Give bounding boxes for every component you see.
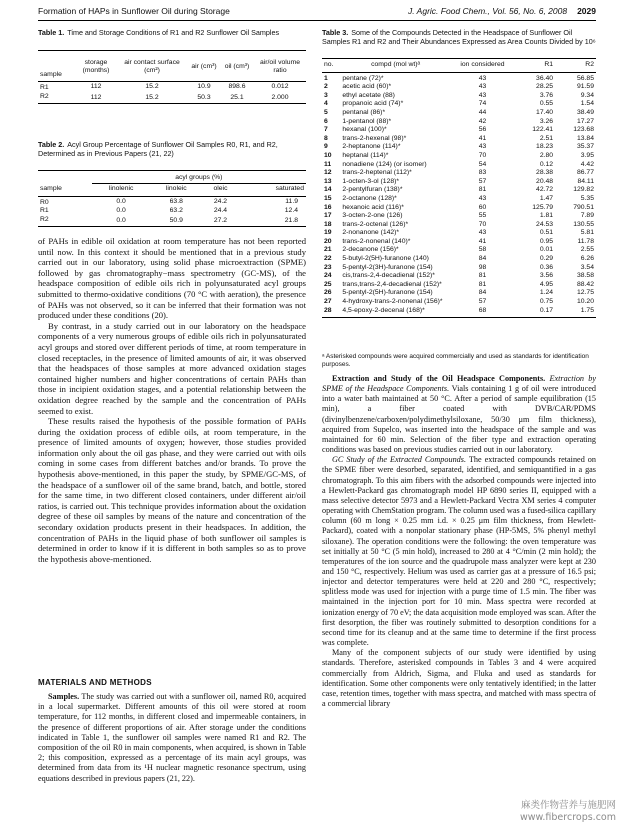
table3-cell: 0.29 <box>539 255 554 263</box>
table3-row <box>322 264 596 273</box>
samples-paragraph <box>38 692 306 784</box>
table3-cell: 41 <box>478 237 487 245</box>
table3-cell: 24 <box>324 272 332 280</box>
table1-cell: 50.3 <box>197 93 211 101</box>
table3-cell: 43 <box>478 143 487 151</box>
table3-cell: hexanoic acid (116)* <box>342 203 404 211</box>
table1-label: Table 1. <box>38 28 65 37</box>
table3-cell: 57 <box>478 298 487 306</box>
table3-row <box>322 204 596 213</box>
table3-cell: 91.59 <box>576 83 594 91</box>
table3-cell: 1.75 <box>580 306 594 314</box>
table3-cell: 43 <box>478 194 487 202</box>
table3-cell: 21 <box>324 246 332 254</box>
table3-cell: 58 <box>478 246 487 254</box>
table3-cell: 70 <box>478 220 487 228</box>
table3-cell: 5-pentyl-2(3H)-furanone (154) <box>342 263 433 271</box>
right-paragraph-2 <box>322 455 596 648</box>
table3-cell: 3.54 <box>580 263 594 271</box>
table3-cell: 12.75 <box>576 289 594 297</box>
table3-cell: 28 <box>324 306 332 314</box>
extraction-subheading: Extraction by SPME of the Headspace Components. <box>322 374 596 394</box>
table3-cell: ethyl acetate (88) <box>342 91 395 99</box>
left-paragraph-1: of PAHs in edible oil oxidation at room temperature has not been reported until now. In this context it should be mentioned that in a previous study carried out in our laboratory, using solid phase microextraction (SPME) followed by gas chromatography−mass spectrometry (GC-MS), of the headspace composition of edible oils rich in polyunsaturated acyl groups submitted to thermo-oxidative conditions (70 °C with aeration), the presence of PAHs was not observed, so it can be inferred that their formation was not produced under these conditions (20). <box>38 236 306 321</box>
table3-cell: 0.01 <box>539 246 554 254</box>
table3-cell: 86.77 <box>576 169 594 177</box>
table3-cell: 54 <box>478 160 487 168</box>
table3-cell: 14 <box>324 186 332 194</box>
table1-cell: 25.1 <box>230 93 244 101</box>
table3-cell: 43 <box>478 91 487 99</box>
table3-cell: 25 <box>324 280 332 288</box>
table3-row <box>322 100 596 109</box>
table3-cell: 4-hydroxy-trans-2-nonenal (156)* <box>342 298 443 306</box>
table3-cell: heptanal (114)* <box>342 151 389 159</box>
table3-cell: 12 <box>324 169 332 177</box>
table3-cell: 83 <box>478 169 487 177</box>
table2-cell: R0 <box>40 198 49 206</box>
table3-row <box>322 152 596 161</box>
table2-cell: 24.4 <box>213 207 228 215</box>
table1-cell: 898.6 <box>228 83 246 91</box>
table3-cell: 10 <box>324 151 332 159</box>
table3-cell: 98 <box>478 263 487 271</box>
table2-row <box>38 196 306 207</box>
table3-cell: trans,trans-2,4-decadienal (152)* <box>342 280 442 288</box>
journal-name: J. Agric. Food Chem., Vol. 56, No. 6, 2008 <box>408 6 568 16</box>
table3-row <box>322 161 596 170</box>
table2-cell: 0.0 <box>116 197 126 205</box>
table3-cell: 55 <box>478 212 487 220</box>
table3-cell: 42 <box>478 117 487 125</box>
table3-row <box>322 238 596 247</box>
table3-cell: 60 <box>478 203 487 211</box>
table3-cell: 3-octen-2-one (126) <box>342 212 403 220</box>
table2-caption <box>38 140 306 158</box>
table3-row <box>322 109 596 118</box>
table3-cell: 1-pentanol (88)* <box>342 117 392 125</box>
table3-row <box>322 298 596 307</box>
table3-cell: 24.53 <box>536 220 554 228</box>
table3-row <box>322 281 596 290</box>
table3-cell: 13 <box>324 177 332 185</box>
table3-cell: 44 <box>478 108 487 116</box>
table3-cell: 1.81 <box>539 212 554 220</box>
table1-cell: R1 <box>40 84 49 92</box>
table1-cell: 2.000 <box>271 93 289 101</box>
page-number: 2029 <box>577 6 596 16</box>
table3-cell: 2.55 <box>580 246 594 254</box>
table3-cell: 4,5-epoxy-2-decenal (168)* <box>342 306 425 314</box>
table3-cell: trans-2-octenal (126)* <box>342 220 409 228</box>
table3-cell: 6.26 <box>580 255 594 263</box>
table3-cell: hexanal (100)* <box>342 126 387 134</box>
table1-cell: R2 <box>40 92 49 100</box>
table3-cell: 0.75 <box>539 298 554 306</box>
table3-cell: 56 <box>478 126 487 134</box>
table2-cell: R2 <box>40 215 49 223</box>
watermark-line-2: www.fibercrops.com <box>519 812 616 823</box>
table3-cell: 38.49 <box>576 108 594 116</box>
table3-cell: 11 <box>324 160 332 168</box>
table3-cell: 16 <box>324 203 332 211</box>
table1-col-ratio: air/oil volume ratio <box>259 58 301 75</box>
table3-cell: 23 <box>324 263 332 271</box>
table3-row <box>322 229 596 238</box>
table3 <box>322 58 596 318</box>
table3-row <box>322 221 596 230</box>
table3-cell: 10.20 <box>576 298 594 306</box>
table3-col-compd: compd (mol wt)ᵃ <box>371 61 421 68</box>
table3-row <box>322 126 596 135</box>
table3-cell: 5 <box>324 108 328 116</box>
table3-row <box>322 118 596 127</box>
table3-col-ion: ion considered <box>460 61 505 68</box>
table3-cell: 0.36 <box>539 263 554 271</box>
table3-cell: 7.89 <box>580 212 594 220</box>
table1-col-sample: sample <box>40 71 62 78</box>
table3-cell: acetic acid (60)* <box>342 83 392 91</box>
table1-row <box>38 82 306 93</box>
table3-cell: 18.23 <box>536 143 554 151</box>
table1-caption-text: Time and Storage Conditions of R1 and R2 Sunflower Oil Samples <box>67 28 280 37</box>
table3-row <box>322 307 596 318</box>
right-paragraph-1 <box>322 374 596 455</box>
table3-cell: 4.95 <box>539 280 554 288</box>
right-body-text <box>322 374 596 709</box>
table3-footnote: ᵃ Asterisked compounds were acquired commercially and used as standards for identification purposes. <box>322 353 589 368</box>
table3-col-r1: R1 <box>544 61 554 68</box>
table3-cell: 68 <box>478 306 487 314</box>
table3-cell: 70 <box>478 151 487 159</box>
table3-cell: 26 <box>324 289 332 297</box>
table3-cell: 1.47 <box>539 194 554 202</box>
table2-cell: 50.9 <box>169 216 183 224</box>
table1-cell: 112 <box>90 93 102 101</box>
table3-cell: 43 <box>478 229 487 237</box>
table3-cell: 84.11 <box>577 177 594 185</box>
table3-cell: 81 <box>478 186 487 194</box>
table3-row <box>322 195 596 204</box>
table3-cell: 2-decanone (156)* <box>342 246 399 254</box>
table3-cell: 2-nonanone (142)* <box>342 229 400 237</box>
table3-cell: 1-octen-3-ol (128)* <box>342 177 400 185</box>
table3-cell: 36.40 <box>536 74 554 82</box>
table3-cell: 3 <box>324 91 328 99</box>
header-rule <box>38 20 596 21</box>
table3-cell: 28.25 <box>536 83 554 91</box>
table3-row <box>322 72 596 83</box>
table3-row <box>322 135 596 144</box>
table3-row <box>322 186 596 195</box>
table3-cell: 7 <box>324 126 328 134</box>
table3-cell: 5.35 <box>580 194 594 202</box>
table3-cell: 123.68 <box>573 126 594 134</box>
table3-cell: 19 <box>324 229 332 237</box>
table3-cell: 17.27 <box>576 117 594 125</box>
table3-label: Table 3. <box>322 28 349 37</box>
watermark-line-1: 麻类作物营养与施肥网 <box>520 800 616 811</box>
table3-cell: 0.51 <box>539 229 554 237</box>
table3-cell: 0.17 <box>539 306 554 314</box>
table3-cell: 11.78 <box>577 237 594 245</box>
table1-col-surface: air contact surface (cm²) <box>124 58 180 75</box>
table3-cell: 2-octanone (128)* <box>342 194 397 202</box>
table3-cell: trans-2-heptenal (112)* <box>342 169 412 177</box>
table3-cell: 17.40 <box>536 108 554 116</box>
table1-row <box>38 93 306 104</box>
table1-cell: 112 <box>90 83 102 91</box>
table3-cell: 6 <box>324 117 328 125</box>
table1-col-storage: storage (months) <box>82 58 110 75</box>
table3-cell: 5-butyl-2(5H)-furanone (140) <box>342 255 429 263</box>
table3-cell: 43 <box>478 74 487 82</box>
table3-cell: 43 <box>478 83 487 91</box>
table1-col-oil: oil (cm³) <box>224 63 250 70</box>
section-heading-materials: MATERIALS AND METHODS <box>38 678 152 687</box>
table2-cell: 0.0 <box>116 207 126 215</box>
site-watermark <box>520 800 616 824</box>
journal-citation <box>408 6 596 16</box>
extraction-text: Vials containing 1 g of oil were introduced into a water bath maintained at 50 °C. After a period of sample equilibration (15 min), a fiber coated with DVB/CAR/PDMS (divinylbenzene/carboxen/polydimethylsiloxane, 50/30 μm film thickness), acquired from Supelco, was inserted into the headspace of the sample and was maintained for 60 min. Selection of the fiber type and extraction operating conditions was based on previous studies carried out in our laboratory. <box>322 384 596 455</box>
table3-cell: 790.51 <box>573 203 594 211</box>
table3-cell: 84 <box>478 289 487 297</box>
samples-run-in: Samples. <box>48 692 80 701</box>
table3-cell: 27 <box>324 298 332 306</box>
table2-cell: 12.4 <box>284 207 298 215</box>
table2-col-oleic: oleic <box>213 185 228 193</box>
table2-caption-text: Acyl Group Percentage of Sunflower Oil Samples R0, R1, and R2, Determined as in Previous Papers (21, 22) <box>38 140 278 158</box>
extraction-run-in: Extraction and Study of the Oil Headspace Components. <box>332 374 546 383</box>
table3-cell: 20 <box>324 237 332 245</box>
table3-cell: 0.55 <box>539 100 554 108</box>
table2-cell: 21.8 <box>284 216 298 224</box>
table3-cell: 1 <box>324 74 328 82</box>
table1-caption <box>38 28 306 37</box>
table2-cell: 27.2 <box>213 216 228 224</box>
table3-cell: 81 <box>478 280 487 288</box>
table1-col-air: air (cm³) <box>191 63 217 70</box>
table3-cell: 1.24 <box>539 289 554 297</box>
gc-subheading: GC Study of the Extracted Compounds. <box>332 455 467 465</box>
table3-cell: 1.54 <box>580 100 594 108</box>
table2-header-row <box>38 183 306 196</box>
table3-cell: trans-2-nonenal (140)* <box>342 237 411 245</box>
table3-cell: 20.48 <box>536 177 554 185</box>
table3-cell: 125.79 <box>532 203 554 211</box>
table3-row <box>322 246 596 255</box>
table1-header-row <box>38 51 306 80</box>
table3-cell: 129.82 <box>573 186 594 194</box>
table3-cell: 84 <box>478 255 487 263</box>
left-paragraph-3: These results raised the hypothesis of the possible formation of PAHs during the oxidation process of edible oils, at room temperature, in the presence of limited amounts of oxygen; however, those studies provided information only about the oil gas phase, and they were carried out with oils coming in some cases from different batches and/or brands. To prove the hypothesis above-mentioned, in this paper the study, by SPME/GC-MS, of the headspace of a sunflower oil of the same brand, batch, and bottle, stored for the same time, in two different closed containers, under different air/oil ratios, is carried out. This technique provides information about the oxidation degree of these oil samples by means of the nature and concentration of the secondary oxidation products present in their headspaces. In addition, the concentration of PAHs in the liquid phase of both sunflower oil samples is determined in order to know if it is different in both samples so as to prove the hypothesis above-mentioned. <box>38 416 306 564</box>
table3-row <box>322 143 596 152</box>
table3-row <box>322 83 596 92</box>
table3-cell: 17 <box>324 212 332 220</box>
samples-text: The study was carried out with a sunflower oil, named R0, acquired in a local supermarket. Different amounts of this oil were stored at room temperature, for 112 months, in different closed and impermeable containers, in the presence of different proportions of air. After storage under the conditions indicated in Table 1, the sunflower oil samples were named R1 and R2. The composition of the oil R0 in main components, when acquired, is shown in Table 2; this composition, expressed as a percentage of its main acyl groups, was determined from data from its ¹H nuclear magnetic resonance spectrum, using equations described in previous papers (21, 22). <box>38 692 306 783</box>
table2-cell: 11.9 <box>285 197 298 205</box>
table2-col-sample: sample <box>40 185 62 193</box>
gc-text: The extracted compounds retained on the SPME fiber were desorbed, separated, identified, and semiquantified in a gas chromatograph. To this aim fibers with the adsorbed compounds were injected into a Hewlett-Packard gas chromatograph model HP 6890 series II, equipped with a mass selective detector 5973 and a Hewlett-Packard Vectra XM series 4 computer operating with ChemStation program. The column used was a fused-silica capillary column (60 m long × 0.25 mm i.d. × 0.25 μm film thickness, from Hewlett-Packard), coated with a nonpolar stationary phase (HP-5MS, 5% phenyl methyl siloxane). The operation conditions were the following: the oven temperature was set initially at 50 °C (5 min hold), increased to 280 at 4 °C/min (2 min hold); the temperatures of the ion source and the quadrupole mass analyzer were kept at 230 and 150 °C, respectively. Helium was used as carrier gas at a pressure of 16.5 psi; injector and detector temperatures were held at 220 and 280 °C, respectively; splitless mode was used for injection with a purge time of 1.5 min. The fiber was maintained in the injection port for 10 min. Mass spectra were recorded at ionization energy of 70 eV; the data acquisition mode employed was scan. After the first desorption, the fiber was routinely submitted to desorption conditions for a second time for its cleanup and at the same time to determine if the first process was complete. <box>322 455 596 648</box>
table3-cell: 2.51 <box>539 134 554 142</box>
table2-cell: 63.2 <box>169 207 183 215</box>
table2-col-linoleic: linoleic <box>165 185 187 193</box>
table3-cell: 74 <box>478 100 487 108</box>
table2-cell: 0.0 <box>116 216 126 224</box>
table3-cell: 3.76 <box>539 91 554 99</box>
table2-row <box>38 216 306 227</box>
table3-caption <box>322 28 596 46</box>
table1 <box>38 50 306 104</box>
table3-cell: 9 <box>324 143 328 151</box>
table3-cell: 0.12 <box>539 160 554 168</box>
table2-cell: 63.8 <box>169 197 183 205</box>
table3-cell: 41 <box>478 134 487 142</box>
table3-col-r2: R2 <box>585 61 594 68</box>
table3-cell: 22 <box>324 255 332 263</box>
table3-cell: 3.26 <box>539 117 554 125</box>
table1-cell: 15.2 <box>145 93 159 101</box>
table3-cell: 4.42 <box>580 160 594 168</box>
table3-cell: 5-pentyl-2(5H)-furanone (154) <box>342 289 433 297</box>
table3-cell: 9.34 <box>580 91 594 99</box>
table3-cell: 2-pentylfuran (138)* <box>342 186 403 194</box>
table2 <box>38 170 306 227</box>
table3-cell: 35.37 <box>576 143 594 151</box>
left-body-text <box>38 236 306 564</box>
table3-cell: 42.72 <box>536 186 554 194</box>
table3-cell: 2-heptanone (114)* <box>342 143 401 151</box>
table3-cell: 2 <box>324 83 328 91</box>
table3-row <box>322 92 596 101</box>
table3-body <box>322 72 596 318</box>
table1-cell: 10.9 <box>197 83 211 91</box>
table3-cell: 2.80 <box>539 151 554 159</box>
table3-cell: 130.55 <box>573 220 594 228</box>
table1-cell: 0.012 <box>271 83 289 91</box>
table2-col-saturated: saturated <box>275 185 304 193</box>
table3-header-row <box>322 59 596 73</box>
table2-col-linolenic: linolenic <box>108 185 134 193</box>
table3-cell: 13.84 <box>576 134 594 142</box>
table3-cell: trans-2-hexenal (98)* <box>342 134 407 142</box>
table2-group-row <box>38 171 306 184</box>
table1-cell: 15.2 <box>145 83 159 91</box>
table3-cell: 81 <box>478 272 487 280</box>
table3-row <box>322 212 596 221</box>
table3-cell: pentanal (86)* <box>342 108 386 116</box>
table3-cell: cis,trans-2,4-decadienal (152)* <box>342 272 435 280</box>
table3-cell: 8 <box>324 134 328 142</box>
table3-row <box>322 272 596 281</box>
table3-cell: 15 <box>324 194 332 202</box>
table3-cell: 4 <box>324 100 328 108</box>
table2-label: Table 2. <box>38 140 65 149</box>
table3-row <box>322 289 596 298</box>
table3-cell: 38.58 <box>576 272 594 280</box>
table2-row <box>38 207 306 216</box>
table3-row <box>322 178 596 187</box>
table3-cell: 18 <box>324 220 332 228</box>
table2-cell: R1 <box>40 207 49 215</box>
table3-col-no: no. <box>324 61 334 68</box>
running-title: Formation of HAPs in Sunflower Oil during Storage <box>38 6 230 16</box>
table3-cell: propanoic acid (74)* <box>342 100 404 108</box>
table3-row <box>322 255 596 264</box>
table2-cell: 24.2 <box>213 197 228 205</box>
table2-group-header: acyl groups (%) <box>92 171 306 184</box>
table3-row <box>322 169 596 178</box>
left-paragraph-2: By contrast, in a study carried out in our laboratory on the headspace components of a very numerous groups of edible oils rich in polyunsaturated acyl groups and stored over different periods of time, at room temperature in closed receptacles, in the presence of limited amounts of air, it was observed that the headspaces of those samples at more advanced oxidation stages contained higher numbers and higher concentrations of certain PAHs than those in incipient oxidation stages, and a potential relationship between the oxidation degree reached by the sample and the concentration of PAHs seemed to exist. <box>38 320 306 416</box>
table3-cell: pentane (72)* <box>342 74 384 82</box>
table3-cell: 56.85 <box>576 74 594 82</box>
table3-cell: 0.95 <box>539 237 554 245</box>
table3-caption-text: Some of the Compounds Detected in the Headspace of Sunflower Oil Samples R1 and R2 and Their Abundances Expressed as Area Counts Divided by 10⁶ <box>322 28 596 46</box>
table3-cell: 88.42 <box>576 280 594 288</box>
running-header <box>38 6 596 20</box>
right-paragraph-3: Many of the component subjects of our study were identified by using standards. Therefore, asterisked compounds in Tables 3 and 4 were acquired commercially from Aldrich, Sigma, and Fluka and used as standards for identification. Some other components were only tentatively identified; in the latter case, retention times, together with mass spectra, and matched with mass spectra of a commercial library <box>322 648 596 708</box>
table3-cell: 3.56 <box>539 272 554 280</box>
table3-cell: 57 <box>478 177 487 185</box>
table3-cell: nonadiene (124) (or isomer) <box>342 160 427 168</box>
table3-cell: 3.95 <box>580 151 594 159</box>
table3-cell: 122.41 <box>532 126 554 134</box>
table3-cell: 5.81 <box>580 229 594 237</box>
table3-cell: 28.38 <box>536 169 554 177</box>
